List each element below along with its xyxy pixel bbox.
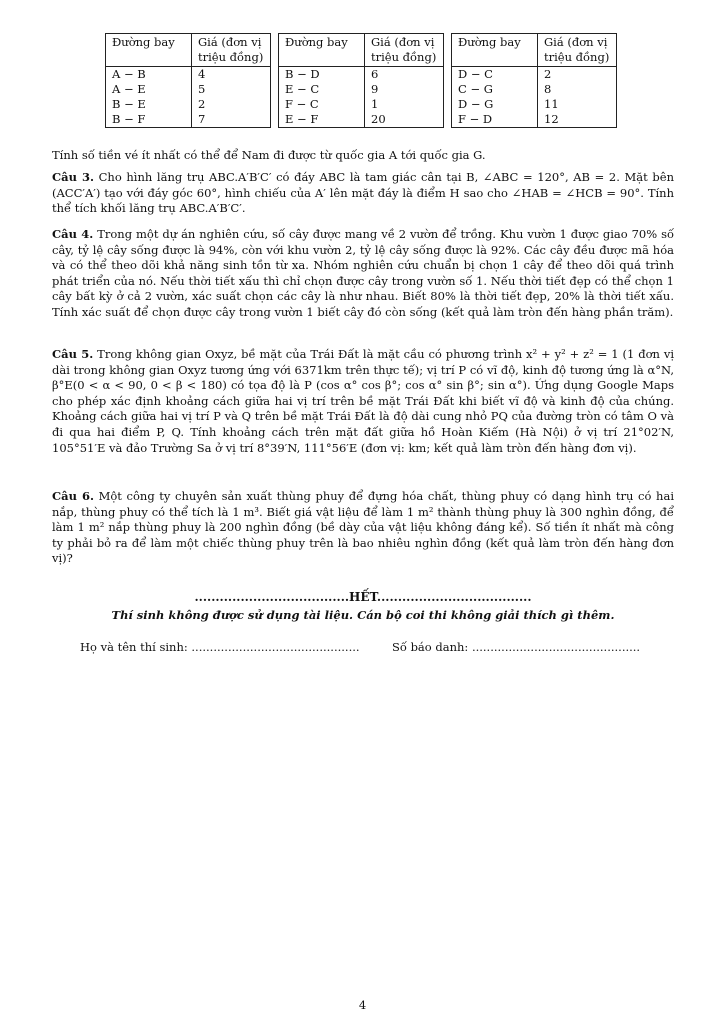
route-table-3 <box>451 33 617 128</box>
question-4 <box>52 227 674 321</box>
cell-price: 6 <box>365 67 444 83</box>
header-route: Đường bay <box>452 34 538 67</box>
header-price: Giá (đơn vị triệu đồng) <box>538 34 617 67</box>
cell-route: D − G <box>452 97 538 112</box>
header-price: Giá (đơn vị triệu đồng) <box>192 34 271 67</box>
table-row <box>279 97 444 112</box>
table-row <box>452 82 617 97</box>
table-row <box>106 112 271 128</box>
table-row <box>106 67 271 83</box>
cell-route: F − C <box>279 97 365 112</box>
question-text: Cho hình lăng trụ ABC.A′B′C′ có đáy ABC là tam giác cân tại B, ∠ABC = 120°, AB = 2. Mặt bên (ACC′A′) tạo với đáy góc 60°, hình chiếu của A′ lên mặt đáy là điểm H sao cho ∠HAB = ∠HCB = 90°. Tính thể tích khối lăng trụ ABC.A′B′C′. <box>52 170 674 216</box>
cell-price: 7 <box>192 112 271 128</box>
name-dots: .............................................. <box>191 640 360 654</box>
cell-route: B − F <box>106 112 192 128</box>
question-text: Trong không gian Oxyz, bề mặt của Trái Đất là mặt cầu có phương trình x² + y² + z² = 1 (1 đơn vị dài trong không gian Oxyz tương ứng với 6371km trên thực tế); vị trí P có vĩ độ, kinh độ tương ứng là α°N, β°E(0 < α < 90, 0 < β < 180) có tọa độ là P (cos α° cos β°; cos α° sin β°; sin α°). Ứng dụng Google Maps cho phép xác định khoảng cách giữa hai vị trí trên bề mặt Trái Đất khi biết vĩ độ và kinh độ của chúng. Khoảng cách giữa hai vị trí P và Q trên bề mặt Trái Đất là độ dài cung nhỏ PQ của đường tròn có tâm O và đi qua hai điểm P, Q. Tính khoảng cách trên mặt đất giữa hồ Hoàn Kiếm (Hà Nội) ở vị trí 21°02′N, 105°51′E và đảo Trường Sa ở vị trí 8°39′N, 111°56′E (đơn vị: km; kết quả làm tròn đến hàng đơn vị). <box>52 347 674 455</box>
page-number: 4 <box>358 998 367 1012</box>
table-row <box>279 112 444 128</box>
candidate-name-line <box>80 640 360 654</box>
cell-route: C − G <box>452 82 538 97</box>
exam-note: Thí sinh không được sử dụng tài liệu. Cán bộ coi thi không giải thích gì thêm. <box>111 608 615 622</box>
cell-route: A − B <box>106 67 192 83</box>
cell-route: E − F <box>279 112 365 128</box>
table-row <box>106 97 271 112</box>
cell-price: 2 <box>538 67 617 83</box>
candidate-id-line <box>392 640 640 654</box>
table-row <box>452 112 617 128</box>
id-dots: .............................................. <box>471 640 641 654</box>
question-label: Câu 4. <box>52 227 94 241</box>
cell-price: 12 <box>538 112 617 128</box>
cell-price: 11 <box>538 97 617 112</box>
route-table-2 <box>278 33 444 128</box>
table-row <box>452 67 617 83</box>
cell-price: 8 <box>538 82 617 97</box>
cell-route: F − D <box>452 112 538 128</box>
end-marker: .....................................HẾT..................................... <box>194 590 532 604</box>
question-3 <box>52 170 674 217</box>
question-label: Câu 5. <box>52 347 94 361</box>
question-label: Câu 3. <box>52 170 94 184</box>
table-row <box>106 82 271 97</box>
cell-price: 5 <box>192 82 271 97</box>
route-table-1 <box>105 33 271 128</box>
name-label: Họ và tên thí sinh: <box>80 640 188 654</box>
cell-price: 20 <box>365 112 444 128</box>
cell-price: 2 <box>192 97 271 112</box>
question-5 <box>52 347 674 456</box>
cell-price: 9 <box>365 82 444 97</box>
header-route: Đường bay <box>106 34 192 67</box>
cell-route: A − E <box>106 82 192 97</box>
table-row <box>279 67 444 83</box>
header-price: Giá (đơn vị triệu đồng) <box>365 34 444 67</box>
id-label: Số báo danh: <box>392 640 469 654</box>
table-row <box>279 82 444 97</box>
question-text: Một công ty chuyên sản xuất thùng phuy để đựng hóa chất, thùng phuy có dạng hình trụ có hai nắp, thùng phuy có thể tích là 1 m³. Biết giá vật liệu để làm 1 m² thành thùng phuy là 300 nghìn đồng, để làm 1 m² nắp thùng phuy là 200 nghìn đồng (bề dày của vật liệu không đáng kể). Số tiền ít nhất mà công ty phải bỏ ra để làm một chiếc thùng phuy trên là bao nhiêu nghìn đồng (kết quả làm tròn đến hàng đơn vị)? <box>52 489 674 566</box>
table-row <box>452 97 617 112</box>
cell-route: E − C <box>279 82 365 97</box>
cell-price: 1 <box>365 97 444 112</box>
cell-price: 4 <box>192 67 271 83</box>
question-text: Trong một dự án nghiên cứu, số cây được mang về 2 vườn để trồng. Khu vườn 1 được giao 70% số cây, tỷ lệ cây sống được là 94%, còn với khu vườn 2, tỷ lệ cây sống được là 92%. Các cây đều được mã hóa và có thể theo dõi khả năng sinh tồn từ xa. Nhóm nghiên cứu chuẩn bị chọn 1 cây để theo dõi quá trình phát triển của nó. Nếu thời tiết xấu thì chỉ chọn được cây trong vườn số 1. Nếu thời tiết đẹp có thể chọn 1 cây bất kỳ ở cả 2 vườn, xác suất chọn các cây là như nhau. Biết 80% là thời tiết đẹp, 20% là thời tiết xấu. Tính xác suất để chọn được cây trong vườn 1 biết cây đó còn sống (kết quả làm tròn đến hàng phần trăm). <box>52 227 675 319</box>
cell-route: D − C <box>452 67 538 83</box>
intro-question: Tính số tiền vé ít nhất có thể để Nam đi được từ quốc gia A tới quốc gia G. <box>52 148 486 162</box>
question-6 <box>52 489 674 567</box>
cell-route: B − E <box>106 97 192 112</box>
question-label: Câu 6. <box>52 489 94 503</box>
cell-route: B − D <box>279 67 365 83</box>
header-route: Đường bay <box>279 34 365 67</box>
